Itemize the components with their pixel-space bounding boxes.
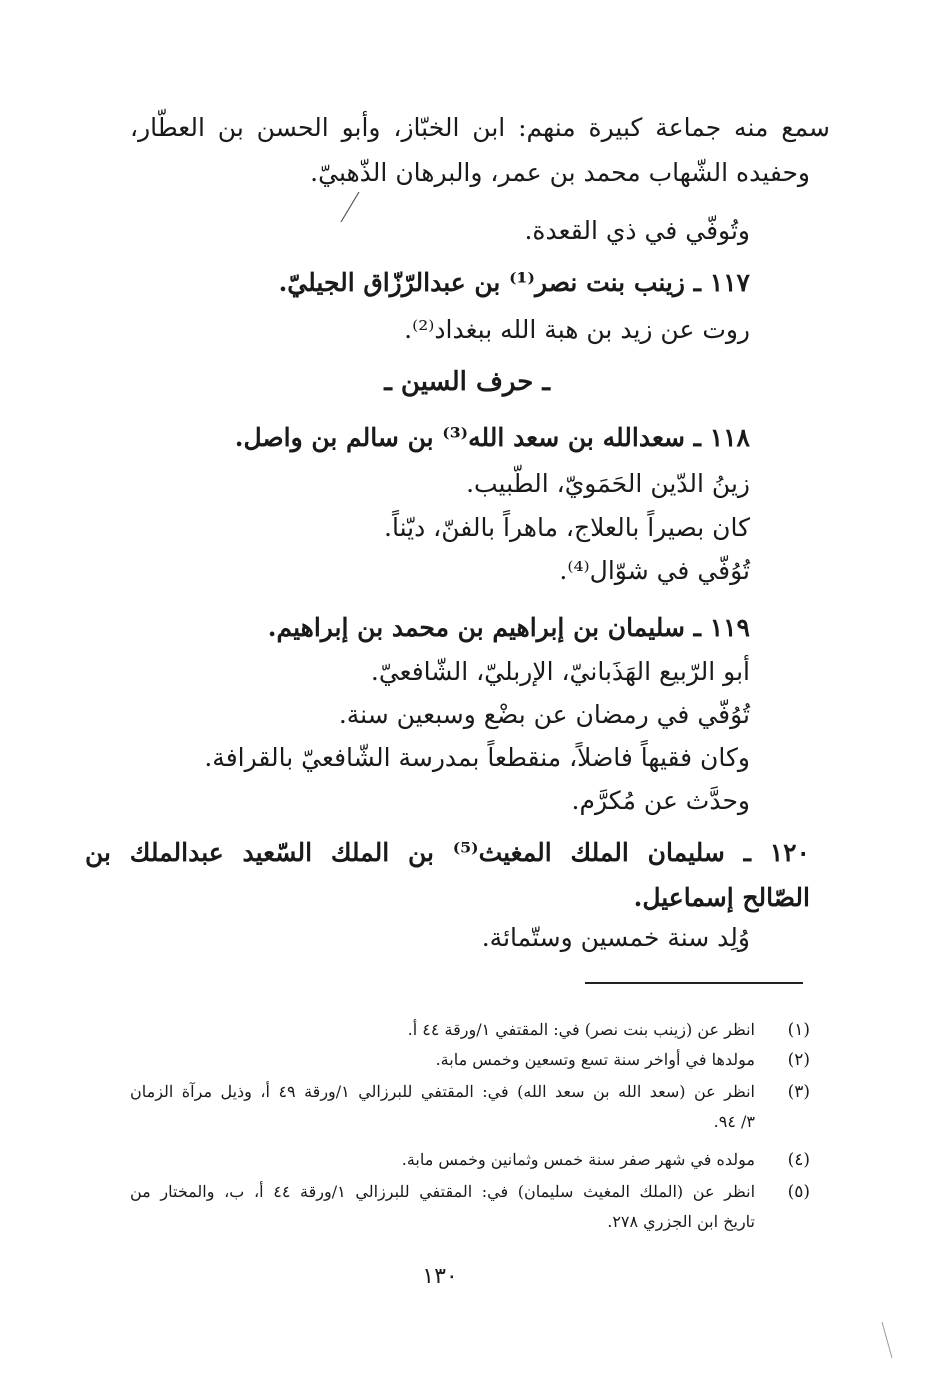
entry-heading-continuation: الصّالح إسماعيل. xyxy=(633,883,810,912)
footnote-number: (١) xyxy=(787,1020,810,1040)
footnote-text: مولدها في أواخر سنة تسع وتسعين وخمس مابة. xyxy=(435,1050,755,1069)
body-line: تُوُفّي في رمضان عن بضْع وسبعين سنة. xyxy=(338,700,750,729)
body-line: كان بصيراً بالعلاج، ماهراً بالفنّ، ديّناً. xyxy=(384,513,750,542)
body-line: أبو الرّبيع الهَذَبانيّ، الإربليّ، الشّافعيّ. xyxy=(370,657,750,686)
entry-heading: ١١٧ ـ زينب بنت نصر⁽¹⁾ بن عبدالرّزّاق الجيليّ. xyxy=(278,268,750,297)
footnote-text: انظر عن (الملك المغيث سليمان) في: المقتفي للبرزالي ١/ورقة ٤٤ أ، ب، والمختار من xyxy=(130,1182,756,1201)
body-line: وُلِد سنة خمسين وستّمائة. xyxy=(481,923,750,952)
footnote-separator xyxy=(585,982,803,984)
footnote-text: تاريخ ابن الجزري ٢٧٨. xyxy=(607,1212,755,1231)
body-line: وحفيده الشّهاب محمد بن عمر، والبرهان الذّهبيّ. xyxy=(310,158,810,187)
body-line: سمع منه جماعة كبيرة منهم: ابن الخبّاز، وأبو الحسن بن العطّار، xyxy=(130,113,830,142)
entry-heading: ١١٨ ـ سعدالله بن سعد الله⁽³⁾ بن سالم بن واصل. xyxy=(234,423,750,452)
footnote-text: انظر عن (زينب بنت نصر) في: المقتفي ١/ورقة ٤٤ أ. xyxy=(407,1020,755,1039)
body-line: روت عن زيد بن هبة الله ببغداد⁽²⁾. xyxy=(404,315,750,344)
body-line: وحدَّث عن مُكرَّم. xyxy=(571,786,750,815)
stray-pen-mark xyxy=(335,190,365,226)
body-line: وتُوفّي في ذي القعدة. xyxy=(524,216,750,245)
footnote-number: (٢) xyxy=(787,1050,810,1070)
page-number: ١٣٠ xyxy=(422,1264,458,1289)
body-line: زينُ الدّين الحَمَويّ، الطّبيب. xyxy=(466,469,750,498)
body-line: تُوُفّي في شوّال⁽⁴⁾. xyxy=(559,556,750,585)
footnote-number: (٣) xyxy=(787,1082,810,1102)
entry-heading: ١٢٠ ـ سليمان الملك المغيث⁽⁵⁾ بن الملك السّعيد عبدالملك بن xyxy=(85,838,810,867)
footnote-text: انظر عن (سعد الله بن سعد الله) في: المقتفي للبرزالي ١/ورقة ٤٩ أ، وذيل مرآة الزمان xyxy=(130,1082,756,1101)
footnote-number: (٤) xyxy=(787,1150,810,1170)
footnote-text: ٣/ ٩٤. xyxy=(713,1112,755,1131)
page-edge-mark xyxy=(878,1320,898,1360)
entry-heading: ١١٩ ـ سليمان بن إبراهيم بن محمد بن إبراهيم. xyxy=(267,613,750,642)
footnote-text: مولده في شهر صفر سنة خمس وثمانين وخمس مابة. xyxy=(401,1150,755,1169)
footnote-number: (٥) xyxy=(787,1182,810,1202)
section-heading: ـ حرف السين ـ xyxy=(384,367,550,397)
body-line: وكان فقيهاً فاضلاً، منقطعاً بمدرسة الشّافعيّ بالقرافة. xyxy=(204,743,750,772)
